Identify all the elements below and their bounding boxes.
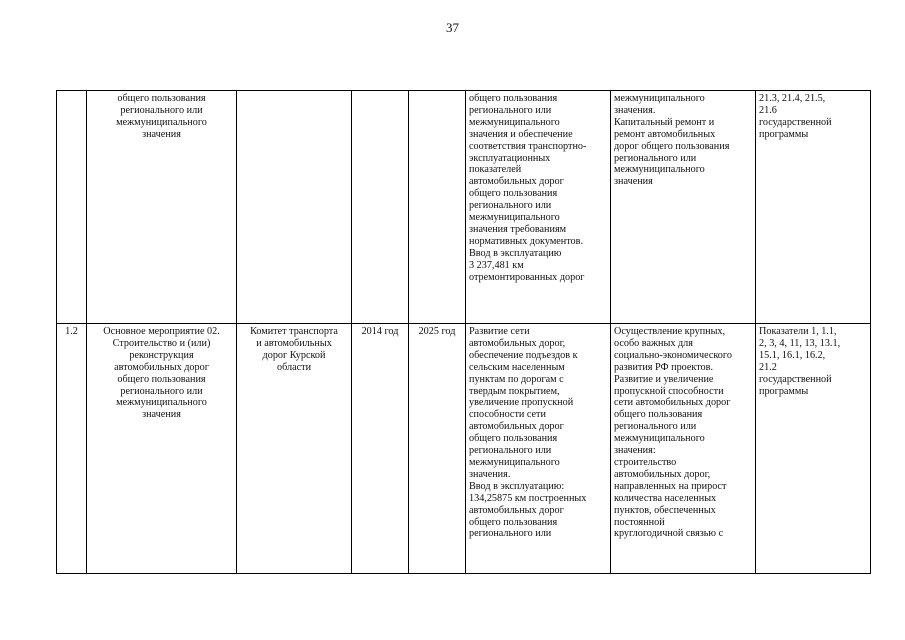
- row-number-cell: [57, 91, 87, 324]
- indicators-link-cell: Показатели 1, 1.1, 2, 3, 4, 11, 13, 13.1, 15.1, 16.1, 16.2, 21.2 государственной программы: [756, 324, 871, 574]
- end-year-cell: [409, 91, 466, 324]
- start-year-cell: 2014 год: [352, 324, 409, 574]
- table-row: [57, 91, 871, 324]
- main-directions-cell: межмуниципального значения. Капитальный ремонт и ремонт автомобильных дорог общего пользования регионального или межмуниципального значения: [611, 91, 756, 324]
- end-year-cell: 2025 год: [409, 324, 466, 574]
- executor-cell: Комитет транспорта и автомобильных дорог Курской области: [237, 324, 352, 574]
- main-directions-cell: Осуществление крупных, особо важных для социально-экономического развития РФ проектов. Развитие и увеличение пропускной способности сети автомобильных дорог общего пользования регионального или межмуниципального значения: строительство автомобильных дорог, направленных на прирост количества населенных пунктов, обеспеченных постоянной круглогодичной связью с: [611, 324, 756, 574]
- start-year-cell: [352, 91, 409, 324]
- measure-name-cell: общего пользования регионального или межмуниципального значения: [87, 91, 237, 324]
- program-measures-table: [56, 90, 871, 574]
- row-number-cell: 1.2: [57, 324, 87, 574]
- table-row: [57, 324, 871, 574]
- indicators-link-cell: 21.3, 21.4, 21.5, 21.6 государственной программы: [756, 91, 871, 324]
- expected-result-cell: общего пользования регионального или межмуниципального значения и обеспечение соответствия транспортно- эксплуатационных показателей автомобильных дорог общего пользования регионального или межмуниципального значения требованиям нормативных документов. Ввод в эксплуатацию 3 237,481 км отремонтированных дорог: [466, 91, 611, 324]
- page-number: 37: [446, 20, 459, 35]
- expected-result-cell: Развитие сети автомобильных дорог, обеспечение подъездов к сельским населенным пунктам по дорогам с твердым покрытием, увеличение пропускной способности сети автомобильных дорог общего пользования регионального или межмуниципального значения. Ввод в эксплуатацию: 134,25875 км построенных автомобильных дорог общего пользования регионального или: [466, 324, 611, 574]
- measure-name-cell: Основное мероприятие 02. Строительство и (или) реконструкция автомобильных дорог общего пользования регионального или межмуниципального значения: [87, 324, 237, 574]
- executor-cell: [237, 91, 352, 324]
